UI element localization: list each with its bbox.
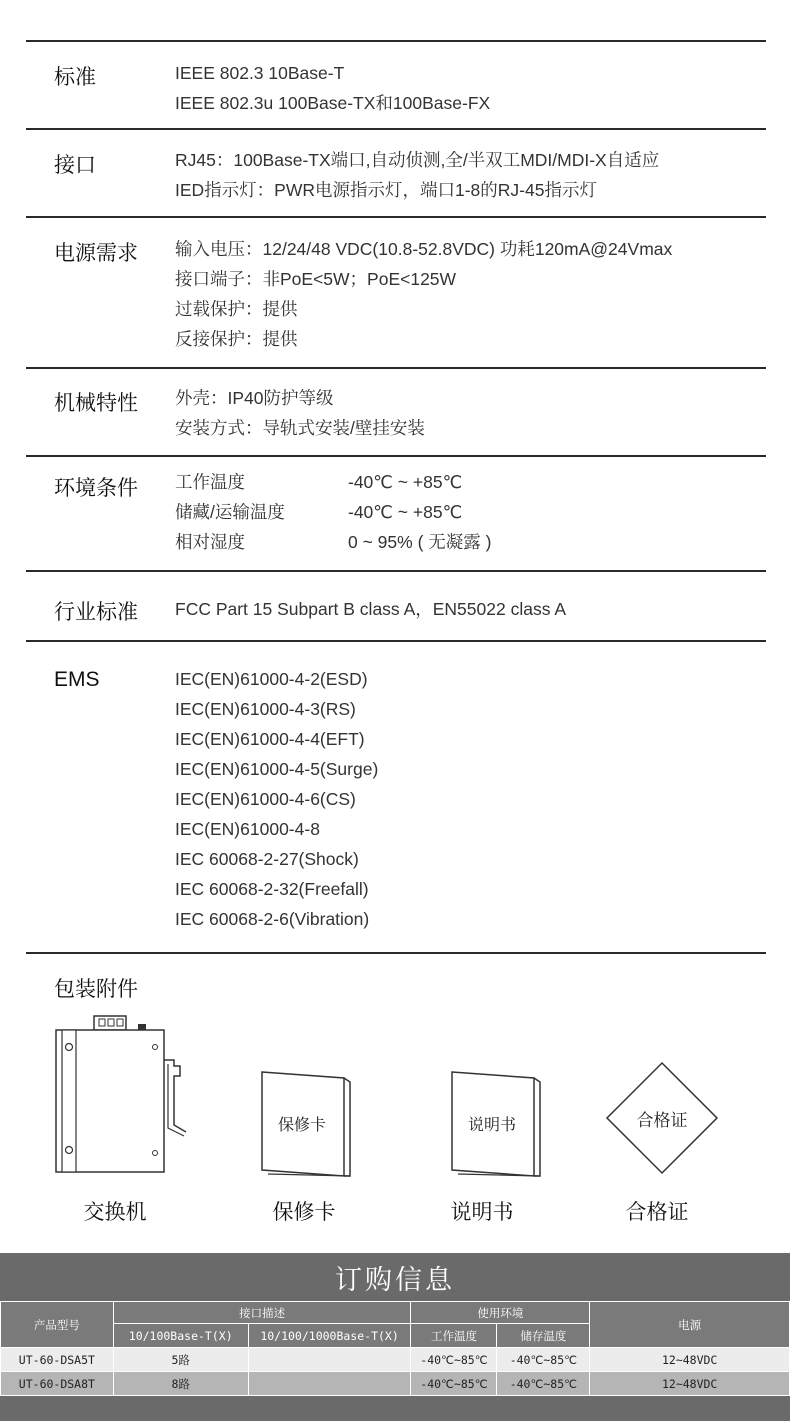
spec-lines	[175, 664, 378, 934]
table-row	[1, 1372, 790, 1396]
cell-st-temp: -40℃~85℃	[497, 1372, 590, 1396]
accessory-caption: 保修卡	[272, 1201, 336, 1224]
spec-lines	[175, 467, 675, 557]
spec-label: 接口	[54, 154, 96, 177]
divider	[26, 367, 766, 369]
spec-line: IEC(EN)61000-4-2(ESD)	[175, 669, 368, 689]
accessories-title: 包装附件	[54, 978, 138, 1001]
order-title: 订购信息	[335, 1265, 455, 1295]
spec-label: 行业标准	[54, 601, 138, 624]
divider	[26, 570, 766, 572]
spec-label: 环境条件	[54, 477, 138, 500]
divider	[26, 128, 766, 130]
header-env: 使用环境	[411, 1302, 590, 1324]
switch-icon	[50, 1010, 200, 1178]
spec-lines	[175, 594, 566, 624]
env-key: 工作温度	[175, 472, 245, 492]
cell-port-1000	[248, 1348, 411, 1372]
spec-label: 电源需求	[54, 242, 138, 265]
cell-port-100: 5路	[113, 1348, 248, 1372]
env-row	[175, 467, 675, 497]
accessory-caption: 合格证	[625, 1201, 689, 1224]
accessory-caption: 交换机	[83, 1201, 147, 1224]
spec-line: 反接保护：提供	[175, 329, 298, 349]
env-row	[175, 527, 675, 557]
divider	[26, 455, 766, 457]
env-value: 0 ~ 95% ( 无凝露 )	[348, 532, 492, 552]
divider	[26, 640, 766, 642]
spec-label: 标准	[54, 66, 96, 89]
header-power: 电源	[590, 1302, 790, 1348]
spec-line: RJ45：100Base-TX端口,自动侦测,全/半双工MDI/MDI-X自适应	[175, 150, 660, 170]
cell-op-temp: -40℃~85℃	[411, 1372, 497, 1396]
manual-inner-label: 说明书	[467, 1117, 516, 1134]
cell-model: UT-60-DSA8T	[1, 1372, 114, 1396]
spec-lines	[175, 234, 672, 354]
spec-line: 外壳：IP40防护等级	[175, 388, 334, 408]
divider	[26, 40, 766, 42]
cell-model: UT-60-DSA5T	[1, 1348, 114, 1372]
spec-lines	[175, 145, 659, 205]
spec-line: IEC 60068-2-27(Shock)	[175, 849, 359, 869]
header-st-temp: 储存温度	[497, 1324, 590, 1348]
header-port-1000: 10/100/1000Base-T(X)	[248, 1324, 411, 1348]
header-port-desc: 接口描述	[113, 1302, 411, 1324]
spec-line: 安装方式：导轨式安装/壁挂安装	[175, 418, 425, 438]
divider	[26, 216, 766, 218]
env-value: -40℃ ~ +85℃	[348, 502, 463, 522]
spec-line: IEEE 802.3u 100Base-TX和100Base-FX	[175, 93, 491, 113]
spec-line: IED指示灯：PWR电源指示灯，端口1-8的RJ-45指示灯	[175, 180, 597, 200]
header-op-temp: 工作温度	[411, 1324, 497, 1348]
spec-label: EMS	[54, 668, 100, 691]
spec-line: 接口端子：非PoE<5W；PoE<125W	[175, 269, 457, 289]
spec-line: IEC(EN)61000-4-5(Surge)	[175, 759, 379, 779]
spec-line: FCC Part 15 Subpart B class A，EN55022 class A	[175, 599, 567, 619]
spec-line: 输入电压：12/24/48 VDC(10.8-52.8VDC) 功耗120mA@24Vmax	[175, 239, 673, 259]
cell-st-temp: -40℃~85℃	[497, 1348, 590, 1372]
spec-line: IEC(EN)61000-4-6(CS)	[175, 789, 356, 809]
spec-line: IEC(EN)61000-4-8	[175, 819, 320, 839]
cell-op-temp: -40℃~85℃	[411, 1348, 497, 1372]
cell-power: 12~48VDC	[590, 1372, 790, 1396]
spec-line: 过载保护：提供	[175, 299, 298, 319]
spec-label: 机械特性	[54, 392, 138, 415]
env-key: 储藏/运输温度	[175, 502, 285, 522]
cell-port-100: 8路	[113, 1372, 248, 1396]
env-row	[175, 497, 675, 527]
env-value: -40℃ ~ +85℃	[348, 472, 463, 492]
certificate-inner-label: 合格证	[636, 1111, 688, 1130]
spec-line: IEC(EN)61000-4-3(RS)	[175, 699, 356, 719]
spec-line: IEC(EN)61000-4-4(EFT)	[175, 729, 365, 749]
accessory-caption: 说明书	[450, 1201, 514, 1224]
spec-line: IEEE 802.3 10Base-T	[175, 63, 345, 83]
cell-port-1000	[248, 1372, 411, 1396]
warranty-card-inner-label: 保修卡	[277, 1117, 326, 1134]
header-model: 产品型号	[1, 1302, 114, 1348]
env-key: 相对湿度	[175, 532, 245, 552]
spec-line: IEC 60068-2-6(Vibration)	[175, 909, 370, 929]
divider	[26, 952, 766, 954]
spec-lines	[175, 383, 425, 443]
spec-line: IEC 60068-2-32(Freefall)	[175, 879, 369, 899]
table-row	[1, 1348, 790, 1372]
cell-power: 12~48VDC	[590, 1348, 790, 1372]
header-port-100: 10/100Base-T(X)	[113, 1324, 248, 1348]
spec-lines	[175, 58, 490, 118]
order-table	[0, 1301, 790, 1396]
